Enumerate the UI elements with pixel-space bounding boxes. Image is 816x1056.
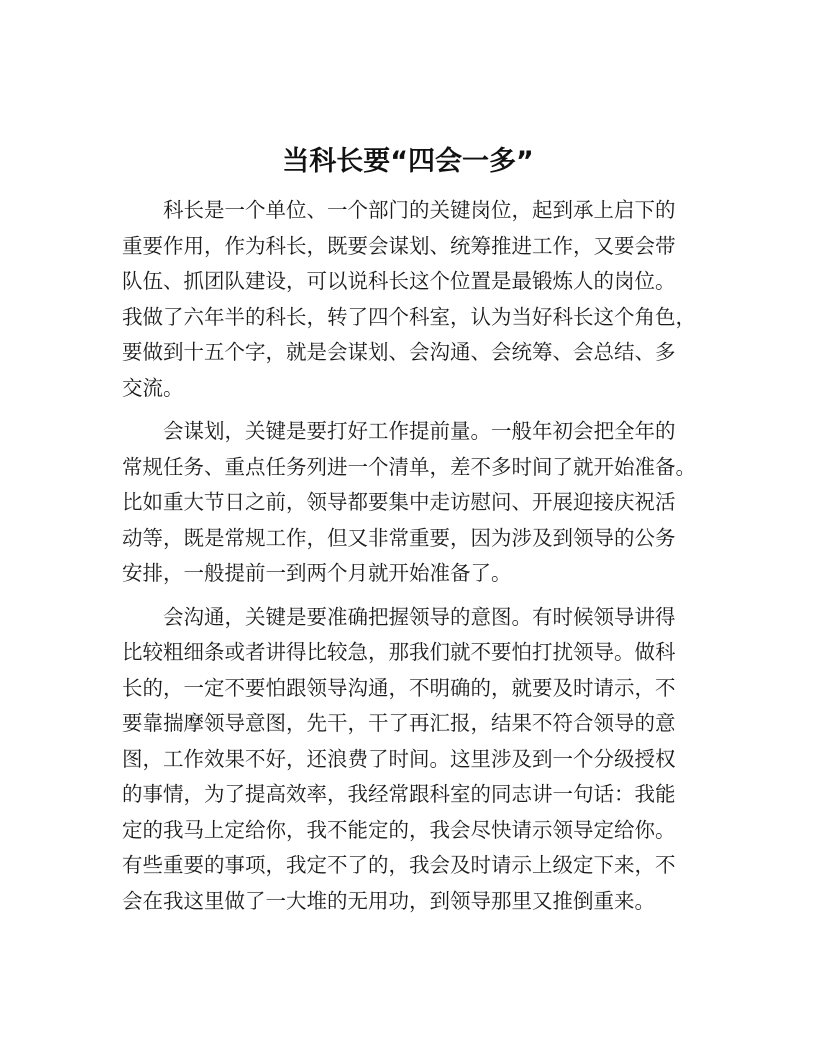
body-paragraph: [122, 193, 698, 406]
paragraph-line: 比较粗细条或者讲得比较急，那我们就不要怕打扰领导。做科: [122, 640, 676, 664]
paragraph-line: 会沟通，关键是要准确把握领导的意图。有时候领导讲得: [163, 604, 676, 629]
paragraph-line: 动等，既是常规工作，但又非常重要，因为涉及到领导的公务: [122, 525, 676, 550]
body-paragraph: [122, 414, 698, 592]
body-paragraph: [122, 600, 698, 920]
document-body: [122, 193, 698, 927]
paragraph-line: 会在我这里做了一大堆的无用功，到领导那里又推倒重来。: [122, 888, 655, 913]
paragraph-line: 安排，一般提前一到两个月就开始准备了。: [122, 561, 512, 585]
paragraph-line: 比如重大节日之前，领导都要集中走访慰问、开展迎接庆祝活: [122, 490, 676, 514]
paragraph-line: 队伍、抓团队建设，可以说科长这个位置是最锻炼人的岗位。: [122, 269, 676, 293]
document-title: 当科长要“四会一多”: [282, 146, 534, 177]
paragraph-line: 要做到十五个字，就是会谋划、会沟通、会统筹、会总结、多: [122, 340, 676, 364]
paragraph-line: 我做了六年半的科长，转了四个科室，认为当好科长这个角色，: [122, 304, 696, 329]
paragraph-line: 常规任务、重点任务列进一个清单，差不多时间了就开始准备。: [122, 454, 696, 479]
paragraph-line: 有些重要的事项，我定不了的，我会及时请示上级定下来，不: [122, 853, 676, 877]
paragraph-line: 定的我马上定给你，我不能定的，我会尽快请示领导定给你。: [122, 817, 676, 842]
paragraph-line: 交流。: [122, 375, 184, 400]
paragraph-line: 图，工作效果不好，还浪费了时间。这里涉及到一个分级授权: [122, 746, 676, 771]
paragraph-line: 会谋划，关键是要打好工作提前量。一般年初会把全年的: [163, 419, 676, 443]
paragraph-line: 的事情，为了提高效率，我经常跟科室的同志讲一句话：我能: [122, 782, 676, 806]
paragraph-line: 长的，一定不要怕跟领导沟通，不明确的，就要及时请示，不: [122, 675, 676, 700]
paragraph-line: 科长是一个单位、一个部门的关键岗位，起到承上启下的: [163, 198, 676, 222]
paragraph-line: 要靠揣摩领导意图，先干，干了再汇报，结果不符合领导的意: [122, 711, 676, 735]
paragraph-line: 重要作用，作为科长，既要会谋划、统筹推进工作，又要会带: [122, 233, 676, 258]
